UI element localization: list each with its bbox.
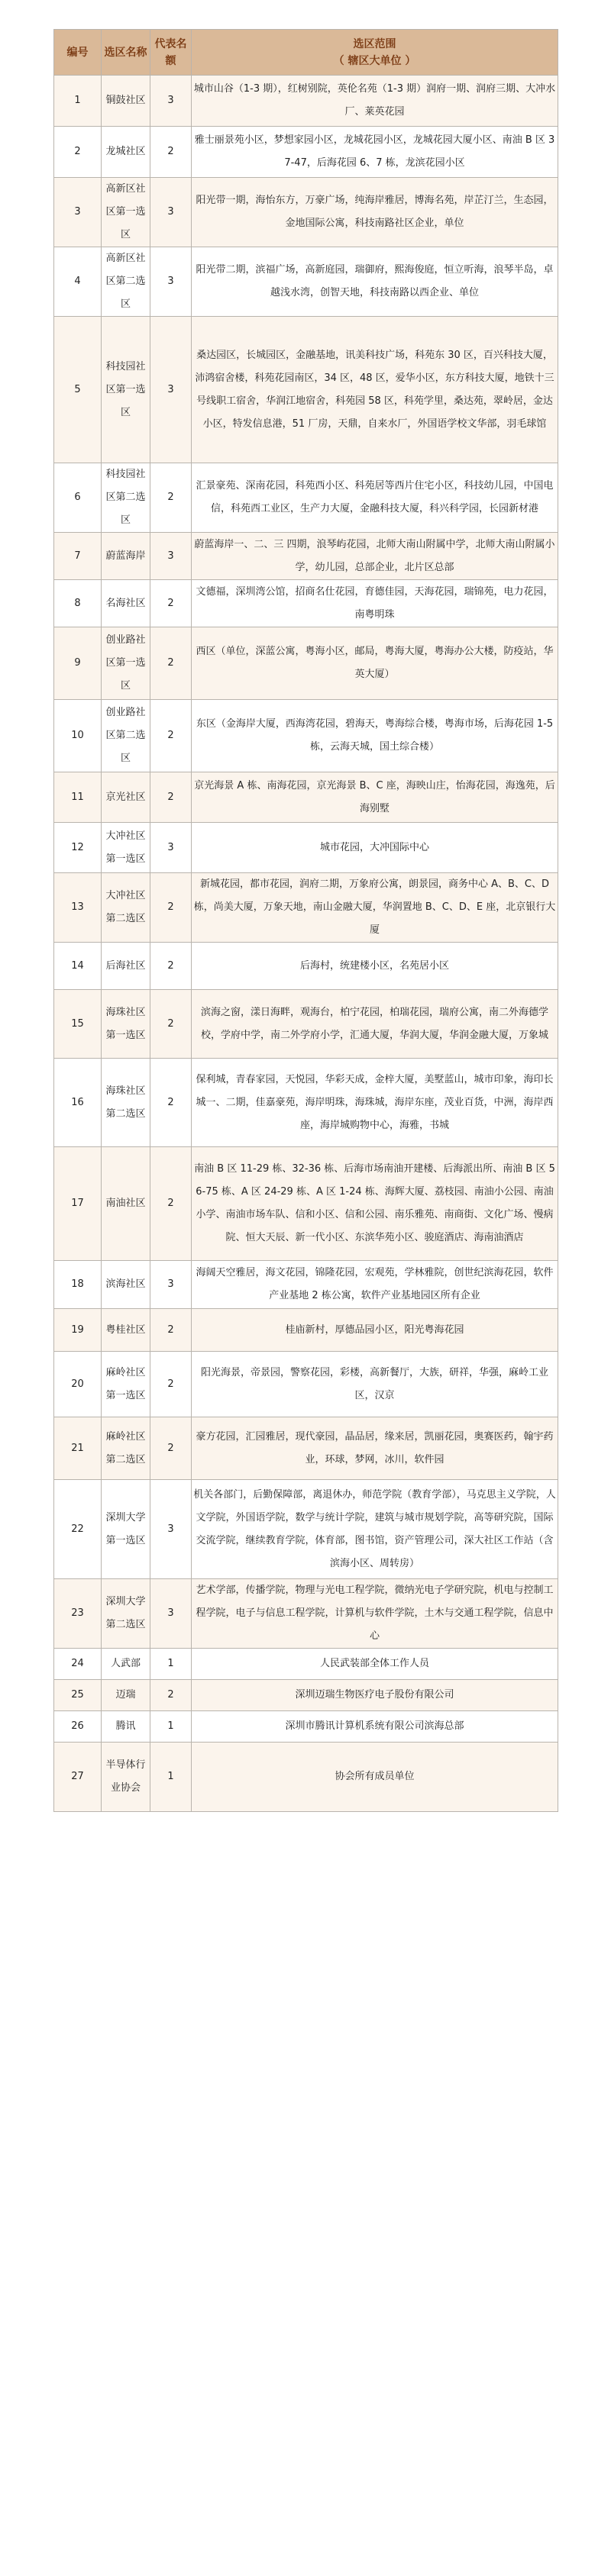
row-name: 半导体行业协会 bbox=[102, 1743, 150, 1812]
row-num: 15 bbox=[54, 990, 102, 1059]
row-name: 名海社区 bbox=[102, 580, 150, 627]
row-seats: 2 bbox=[150, 1147, 192, 1261]
table-row bbox=[54, 580, 558, 627]
row-num: 14 bbox=[54, 943, 102, 990]
row-num: 4 bbox=[54, 247, 102, 317]
row-name: 大冲社区第一选区 bbox=[102, 823, 150, 873]
table-row bbox=[54, 76, 558, 127]
row-num: 7 bbox=[54, 533, 102, 580]
row-num: 9 bbox=[54, 627, 102, 700]
row-seats: 1 bbox=[150, 1649, 192, 1680]
row-name: 粤桂社区 bbox=[102, 1309, 150, 1352]
row-seats: 2 bbox=[150, 1417, 192, 1480]
row-range: 蔚蓝海岸一、二、三 四期，浪琴屿花园，北师大南山附属中学，北师大南山附属小学，幼儿园，总部企业，北片区总部 bbox=[192, 533, 558, 580]
row-range: 人民武装部全体工作人员 bbox=[192, 1649, 558, 1680]
row-range: 文德福，深圳湾公馆，招商名仕花园，育德佳园，天海花园，瑞锦苑，电力花园，南粤明珠 bbox=[192, 580, 558, 627]
row-name: 京光社区 bbox=[102, 772, 150, 823]
row-range: 协会所有成员单位 bbox=[192, 1743, 558, 1812]
row-range: 深圳迈瑞生物医疗电子股份有限公司 bbox=[192, 1680, 558, 1711]
row-name: 迈瑞 bbox=[102, 1680, 150, 1711]
table-row bbox=[54, 1579, 558, 1649]
row-name: 腾讯 bbox=[102, 1711, 150, 1743]
row-range: 艺术学部，传播学院，物理与光电工程学院，微纳光电子学研究院，机电与控制工程学院，电子与信息工程学院，计算机与软件学院，土木与交通工程学院，信息中心 bbox=[192, 1579, 558, 1649]
table-row bbox=[54, 873, 558, 943]
table-row bbox=[54, 1649, 558, 1680]
row-range: 新城花园，都市花园，润府二期，万象府公寓，朗景园，商务中心 A、B、C、D 栋，尚美大厦，万象天地，南山金融大厦，华润置地 B、C、D、E 座，北京银行大厦 bbox=[192, 873, 558, 943]
row-range: 机关各部门，后勤保障部，离退休办，师范学院（教育学部），马克思主义学院，人文学院，外国语学院，数学与统计学院，建筑与城市规划学院，高等研究院，国际交流学院，继续教育学院，体育部，图书馆，资产管理公司，深大社区工作站（含滨海小区、周转房） bbox=[192, 1480, 558, 1579]
table-header bbox=[54, 30, 558, 76]
table-row bbox=[54, 533, 558, 580]
table-row bbox=[54, 1352, 558, 1417]
row-name: 蔚蓝海岸 bbox=[102, 533, 150, 580]
table-row bbox=[54, 627, 558, 700]
table-row bbox=[54, 1059, 558, 1147]
row-name: 人武部 bbox=[102, 1649, 150, 1680]
row-name: 滨海社区 bbox=[102, 1261, 150, 1309]
row-num: 13 bbox=[54, 873, 102, 943]
table-row bbox=[54, 700, 558, 772]
row-seats: 3 bbox=[150, 247, 192, 317]
row-name: 高新区社区第一选区 bbox=[102, 178, 150, 247]
row-seats: 3 bbox=[150, 1579, 192, 1649]
row-num: 24 bbox=[54, 1649, 102, 1680]
table-row bbox=[54, 127, 558, 178]
row-range: 深圳市腾讯计算机系统有限公司滨海总部 bbox=[192, 1711, 558, 1743]
row-num: 10 bbox=[54, 700, 102, 772]
row-name: 大冲社区第二选区 bbox=[102, 873, 150, 943]
row-name: 高新区社区第二选区 bbox=[102, 247, 150, 317]
row-num: 22 bbox=[54, 1480, 102, 1579]
row-num: 25 bbox=[54, 1680, 102, 1711]
table-row bbox=[54, 943, 558, 990]
table-row bbox=[54, 1309, 558, 1352]
row-name: 深圳大学第一选区 bbox=[102, 1480, 150, 1579]
row-seats: 3 bbox=[150, 823, 192, 873]
row-name: 深圳大学第二选区 bbox=[102, 1579, 150, 1649]
header-name: 选区名称 bbox=[102, 30, 150, 76]
row-name: 后海社区 bbox=[102, 943, 150, 990]
row-seats: 2 bbox=[150, 772, 192, 823]
row-num: 8 bbox=[54, 580, 102, 627]
row-num: 23 bbox=[54, 1579, 102, 1649]
row-num: 5 bbox=[54, 317, 102, 463]
row-name: 龙城社区 bbox=[102, 127, 150, 178]
row-seats: 3 bbox=[150, 178, 192, 247]
row-range: 桂庙新村，厚德品园小区，阳光粤海花园 bbox=[192, 1309, 558, 1352]
row-seats: 3 bbox=[150, 1261, 192, 1309]
header-range-sub: （ 辖区大单位 ） bbox=[333, 54, 416, 67]
header-range-title: 选区范围 bbox=[353, 37, 396, 50]
row-name: 麻岭社区第一选区 bbox=[102, 1352, 150, 1417]
header-range bbox=[192, 30, 558, 76]
row-seats: 3 bbox=[150, 533, 192, 580]
row-num: 19 bbox=[54, 1309, 102, 1352]
table-row bbox=[54, 1261, 558, 1309]
row-name: 麻岭社区第二选区 bbox=[102, 1417, 150, 1480]
header-seats: 代表名额 bbox=[150, 30, 192, 76]
district-table bbox=[53, 29, 558, 1812]
row-seats: 2 bbox=[150, 990, 192, 1059]
row-seats: 1 bbox=[150, 1743, 192, 1812]
table-row bbox=[54, 1147, 558, 1261]
table-body bbox=[54, 76, 558, 1812]
row-range: 城市山谷（1-3 期），红树别院，英伦名苑（1-3 期）润府一期、润府三期、大冲水厂、莱英花园 bbox=[192, 76, 558, 127]
table-row bbox=[54, 1417, 558, 1480]
row-seats: 2 bbox=[150, 1309, 192, 1352]
row-num: 2 bbox=[54, 127, 102, 178]
row-name: 创业路社区第一选区 bbox=[102, 627, 150, 700]
row-range: 东区（金海岸大厦，西海湾花园，碧海天，粤海综合楼，粤海市场，后海花园 1-5 栋，云海天城，国土综合楼） bbox=[192, 700, 558, 772]
row-range: 南油 B 区 11-29 栋、32-36 栋、后海市场南油开建楼、后海派出所、南油 B 区 56-75 栋、A 区 24-29 栋、A 区 1-24 栋、海辉大厦、荔枝园、南油小公园、南油小学、南油市场车队、信和小区、信和公园、南乐雅苑、南商街、文化广场、慢病院、恒大天辰、新一代小区、东滨华苑小区、骏庭酒店、海南油酒店 bbox=[192, 1147, 558, 1261]
row-name: 南油社区 bbox=[102, 1147, 150, 1261]
table-row bbox=[54, 463, 558, 533]
table-row bbox=[54, 772, 558, 823]
table-row bbox=[54, 823, 558, 873]
row-seats: 1 bbox=[150, 1711, 192, 1743]
row-name: 海珠社区第二选区 bbox=[102, 1059, 150, 1147]
row-seats: 2 bbox=[150, 873, 192, 943]
row-range: 阳光海景，帝景园，警察花园，彩楼，高新餐厅，大族，研祥，华强，麻岭工业区，汉京 bbox=[192, 1352, 558, 1417]
row-range: 阳光带二期，滨福广场，高新庭园，瑞御府，熙海俊庭，恒立听海，浪琴半岛，卓越浅水湾，创智天地，科技南路以西企业、单位 bbox=[192, 247, 558, 317]
row-range: 汇景豪苑、深南花园，科苑西小区、科苑居等西片住宅小区，科技幼儿园，中国电信，科苑西工业区，生产力大厦，金融科技大厦，科兴科学园，长园新材港 bbox=[192, 463, 558, 533]
row-num: 1 bbox=[54, 76, 102, 127]
row-num: 17 bbox=[54, 1147, 102, 1261]
row-range: 雅士丽景苑小区，梦想家园小区，龙城花园小区，龙城花园大厦小区、南油 B 区 37-47，后海花园 6、7 栋，龙滨花园小区 bbox=[192, 127, 558, 178]
row-num: 16 bbox=[54, 1059, 102, 1147]
row-seats: 2 bbox=[150, 627, 192, 700]
row-name: 科技园社区第二选区 bbox=[102, 463, 150, 533]
row-name: 铜鼓社区 bbox=[102, 76, 150, 127]
row-num: 6 bbox=[54, 463, 102, 533]
row-num: 12 bbox=[54, 823, 102, 873]
row-range: 滨海之窗，漾日海畔，观海台，柏宁花园，柏瑞花园，瑞府公寓，南二外海德学校，学府中学，南二外学府小学，汇通大厦，华润大厦，华润金融大厦，万象城 bbox=[192, 990, 558, 1059]
table-row bbox=[54, 1680, 558, 1711]
row-seats: 3 bbox=[150, 1480, 192, 1579]
row-num: 11 bbox=[54, 772, 102, 823]
row-num: 21 bbox=[54, 1417, 102, 1480]
table-row bbox=[54, 1743, 558, 1812]
row-name: 科技园社区第一选区 bbox=[102, 317, 150, 463]
row-seats: 2 bbox=[150, 943, 192, 990]
table-row bbox=[54, 1711, 558, 1743]
row-range: 海阔天空雅居，海文花园，锦隆花园，宏观苑，学林雅院，创世纪滨海花园，软件产业基地 2 栋公寓，软件产业基地园区所有企业 bbox=[192, 1261, 558, 1309]
row-num: 27 bbox=[54, 1743, 102, 1812]
table-row bbox=[54, 990, 558, 1059]
row-seats: 3 bbox=[150, 317, 192, 463]
row-name: 海珠社区第一选区 bbox=[102, 990, 150, 1059]
row-range: 京光海景 A 栋、南海花园，京光海景 B、C 座，海映山庄，怡海花园，海逸苑，后海别墅 bbox=[192, 772, 558, 823]
row-seats: 2 bbox=[150, 1352, 192, 1417]
row-seats: 2 bbox=[150, 580, 192, 627]
table-row bbox=[54, 1480, 558, 1579]
row-range: 阳光带一期，海怡东方，万豪广场，纯海岸雅居，博海名苑，岸芷汀兰，生态园，金地国际公寓，科技南路社区企业，单位 bbox=[192, 178, 558, 247]
header-num: 编号 bbox=[54, 30, 102, 76]
row-range: 豪方花园，汇园雅居，现代豪园，晶品居，缘来居，凯丽花园，奥赛医药，翰宇药业，环球，梦网，冰川，软件园 bbox=[192, 1417, 558, 1480]
row-num: 20 bbox=[54, 1352, 102, 1417]
table-row bbox=[54, 178, 558, 247]
row-range: 西区（单位，深蓝公寓，粤海小区，邮局，粤海大厦，粤海办公大楼，防疫站，华英大厦） bbox=[192, 627, 558, 700]
row-seats: 2 bbox=[150, 1059, 192, 1147]
row-num: 26 bbox=[54, 1711, 102, 1743]
row-range: 后海村，统建楼小区，名苑居小区 bbox=[192, 943, 558, 990]
row-range: 保利城，青春家园，天悦园，华彩天成，金梓大厦，美墅蓝山，城市印象，海印长城一、二期，佳嘉豪苑，海岸明珠，海珠城，海岸东座，茂业百货，中洲，海岸西座，海岸城购物中心，海雅，书城 bbox=[192, 1059, 558, 1147]
row-num: 18 bbox=[54, 1261, 102, 1309]
row-seats: 2 bbox=[150, 700, 192, 772]
row-name: 创业路社区第二选区 bbox=[102, 700, 150, 772]
row-range: 桑达园区，长城园区，金融基地，讯美科技广场，科苑东 30 区，百兴科技大厦，沛鸿宿舍楼，科苑花园南区，34 区，48 区，爱华小区，东方科技大厦，地铁十三号线职工宿舍，华润江地宿舍，科苑园 58 区，科苑学里，桑达苑，翠岭居，金达小区，特发信息港，51 厂房，天鼎，自来水厂，外国语学校文华部，羽毛球馆 bbox=[192, 317, 558, 463]
row-seats: 3 bbox=[150, 76, 192, 127]
row-num: 3 bbox=[54, 178, 102, 247]
table-row bbox=[54, 317, 558, 463]
row-seats: 2 bbox=[150, 1680, 192, 1711]
table-row bbox=[54, 247, 558, 317]
row-seats: 2 bbox=[150, 463, 192, 533]
row-range: 城市花园，大冲国际中心 bbox=[192, 823, 558, 873]
row-seats: 2 bbox=[150, 127, 192, 178]
